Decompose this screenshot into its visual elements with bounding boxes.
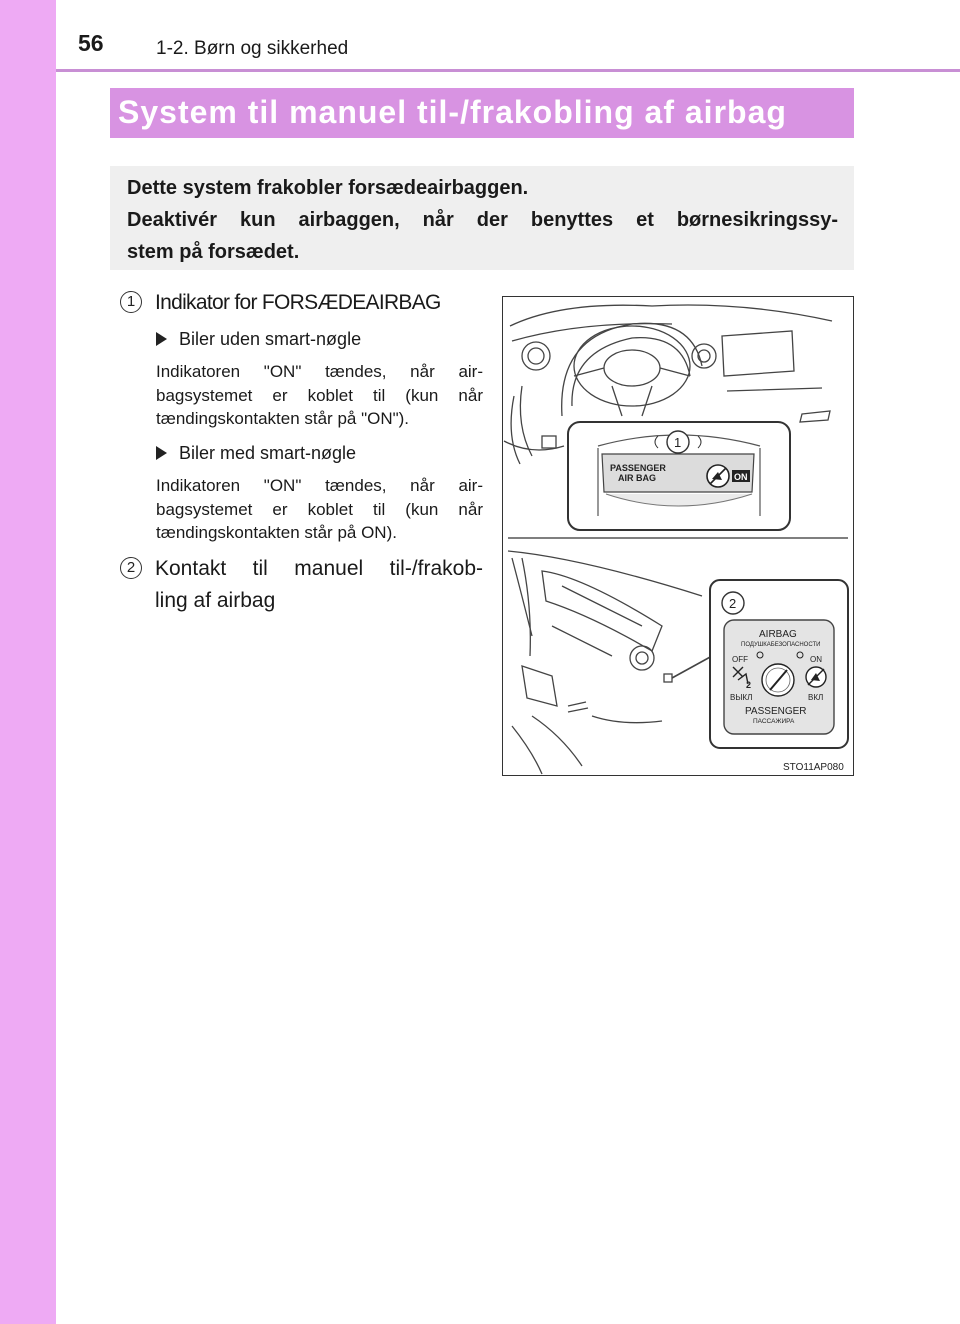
switch-label-off-ru: ВЫКЛ (730, 693, 753, 702)
section-label: 1-2. Børn og sikkerhed (156, 38, 349, 59)
dashboard-illustration (502, 296, 854, 776)
page-title: System til manuel til-/frakobling af airbag (118, 94, 787, 130)
paragraph-2-line-2: bagsystemet er koblet til (kun når (156, 499, 483, 519)
paragraph-1-line-2: bagsystemet er koblet til (kun når (156, 385, 483, 405)
sub-heading-1 (156, 326, 361, 352)
figure-callout-1: 1 (674, 435, 682, 450)
paragraph-2 (156, 474, 483, 545)
switch-label-airbag-ru: ПОДУШКАБЕЗОПАСНОСТИ (741, 642, 821, 648)
switch-label-on-ru: ВКЛ (808, 693, 824, 702)
sub-heading-1-label: Biler uden smart-nøgle (179, 329, 362, 349)
intro-line-2: Deaktivér kun airbaggen, når der benyttes et børnesikringssy- (127, 209, 838, 231)
side-tab-bar (0, 0, 56, 1324)
paragraph-1-line-3: tændingskontakten står på "ON"). (156, 409, 410, 428)
header-rule (56, 69, 960, 72)
paragraph-2-line-1: Indikatoren "ON" tændes, når air- (156, 476, 483, 495)
airbag-seat-icon (707, 465, 729, 487)
indicator-text-airbag: AIR BAG (618, 473, 656, 483)
item-2-heading-line-2: ling af airbag (155, 589, 276, 612)
figure-code: STO11AP080 (783, 762, 844, 773)
triangle-bullet-icon (156, 332, 167, 346)
indicator-text-passenger: PASSENGER (610, 463, 666, 473)
switch-label-on: ON (810, 655, 822, 664)
intro-box (110, 166, 854, 270)
intro-line-1: Dette system frakobler forsædeairbaggen. (127, 177, 529, 199)
switch-label-passenger-ru: ПАССАЖИРА (753, 718, 795, 725)
triangle-bullet-icon (156, 446, 167, 460)
page-number: 56 (78, 30, 104, 56)
indicator-magnifier (568, 422, 790, 530)
figure-callout-2: 2 (729, 596, 737, 611)
paragraph-2-line-3: tændingskontakten står på ON). (156, 523, 397, 542)
item-2-badge: 2 (120, 557, 142, 579)
key-slot-icon (762, 664, 794, 696)
switch-magnifier (710, 580, 848, 748)
item-1-heading: Indikator for FORSÆDEAIRBAG (155, 291, 441, 314)
indicator-on-label: ON (734, 472, 748, 482)
sub-heading-2-label: Biler med smart-nøgle (179, 443, 357, 463)
sub-heading-2 (156, 440, 356, 466)
title-band (110, 88, 854, 138)
switch-label-off: OFF (732, 655, 748, 664)
paragraph-1-line-1: Indikatoren "ON" tændes, når air- (156, 362, 483, 381)
item-2-heading-line-1: Kontakt til manuel til-/frakob- (155, 557, 483, 580)
airbag-on-icon (806, 667, 826, 687)
switch-label-airbag: AIRBAG (759, 629, 797, 640)
item-1-badge: 1 (120, 291, 142, 313)
switch-seat-count: 2 (746, 680, 752, 690)
switch-label-passenger: PASSENGER (745, 706, 807, 717)
intro-line-3: stem på forsædet. (127, 241, 300, 263)
paragraph-1 (156, 360, 483, 431)
